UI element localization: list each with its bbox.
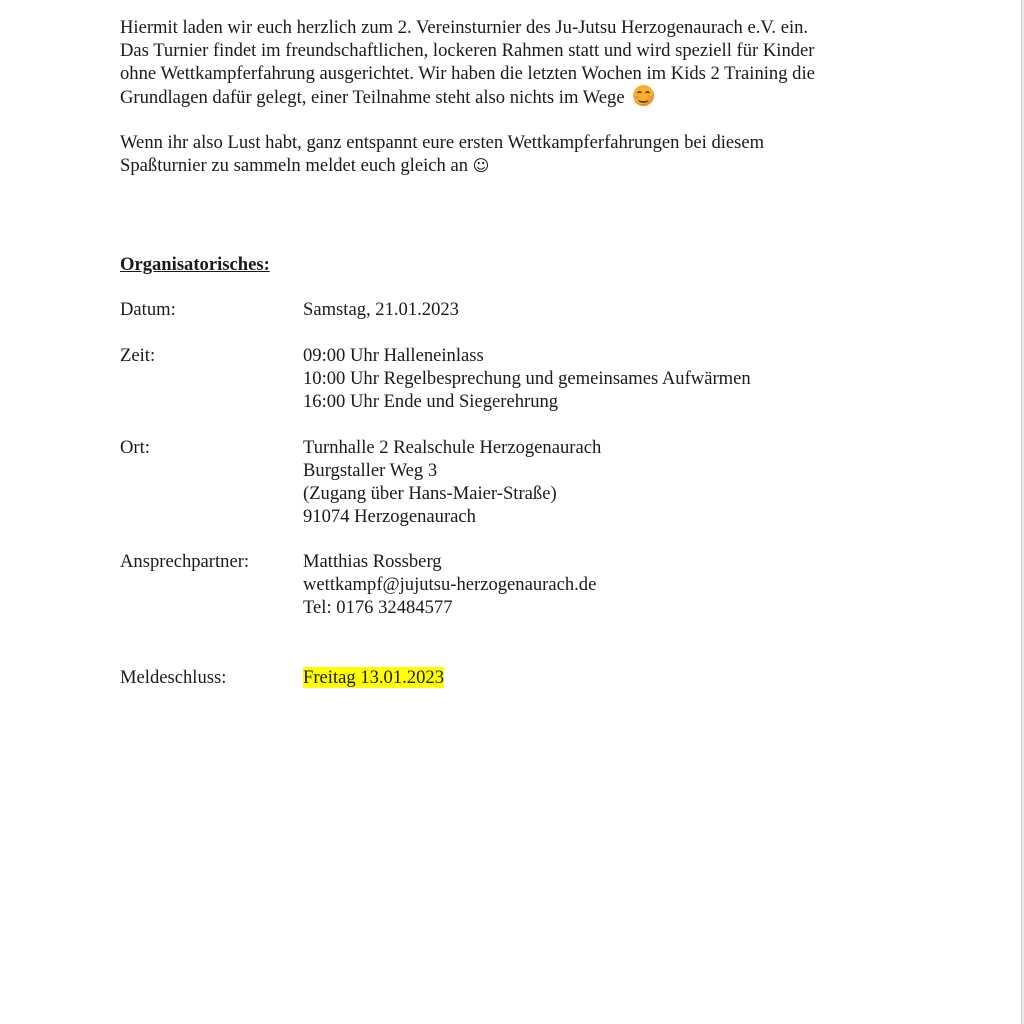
intro-paragraph-1: [120, 16, 910, 109]
zeit-line: 09:00 Uhr Halleneinlass: [303, 345, 484, 366]
document-content: [120, 16, 910, 688]
ort-line: 91074 Herzogenaurach: [303, 506, 476, 527]
ort-line: Turnhalle 2 Realschule Herzogenaurach: [303, 437, 602, 458]
intro-line: Grundlagen dafür gelegt, einer Teilnahme steht also nichts im Wege: [120, 87, 625, 108]
zeit-label: Zeit:: [120, 345, 156, 366]
intro-line: ohne Wettkampferfahrung ausgerichtet. Wir haben die letzten Wochen im Kids 2 Training die: [120, 63, 815, 84]
contact-phone: Tel: 0176 32484577: [303, 597, 453, 618]
smiling-face-emoji-icon: [633, 85, 654, 106]
ort-line: (Zugang über Hans-Maier-Straße): [303, 483, 557, 504]
intro-line: Das Turnier findet im freundschaftlichen, lockeren Rahmen statt und wird speziell für Kinder: [120, 40, 815, 61]
intro-text: [120, 16, 910, 177]
contact-name: Matthias Rossberg: [303, 551, 442, 572]
meldeschluss-value: [303, 666, 444, 689]
ansprechpartner-value: [303, 550, 596, 619]
smiley-icon: ☺: [472, 156, 490, 175]
datum-value: Samstag, 21.01.2023: [303, 299, 459, 320]
ansprechpartner-label: Ansprechpartner:: [120, 551, 250, 572]
zeit-value: [303, 344, 751, 413]
intro-line: Spaßturnier zu sammeln meldet euch gleich an: [120, 155, 468, 176]
ort-label: Ort:: [120, 437, 150, 458]
ort-line: Burgstaller Weg 3: [303, 460, 438, 481]
intro-paragraph-2: [120, 131, 910, 177]
meldeschluss-label: Meldeschluss:: [120, 667, 227, 688]
intro-line: Wenn ihr also Lust habt, ganz entspannt eure ersten Wettkampferfahrungen bei diesem: [120, 132, 765, 153]
contact-email: wettkampf@jujutsu-herzogenaurach.de: [303, 574, 597, 595]
zeit-line: 16:00 Uhr Ende und Siegerehrung: [303, 391, 559, 412]
datum-label: Datum:: [120, 299, 176, 320]
section-heading: Organisatorisches:: [120, 254, 270, 275]
zeit-line: 10:00 Uhr Regelbesprechung und gemeinsames Aufwärmen: [303, 368, 751, 389]
ort-value: [303, 436, 601, 528]
intro-line: Hiermit laden wir euch herzlich zum 2. Vereinsturnier des Ju-Jutsu Herzogenaurach e.V. ein.: [120, 17, 809, 38]
meldeschluss-highlight: Freitag 13.01.2023: [303, 667, 444, 688]
